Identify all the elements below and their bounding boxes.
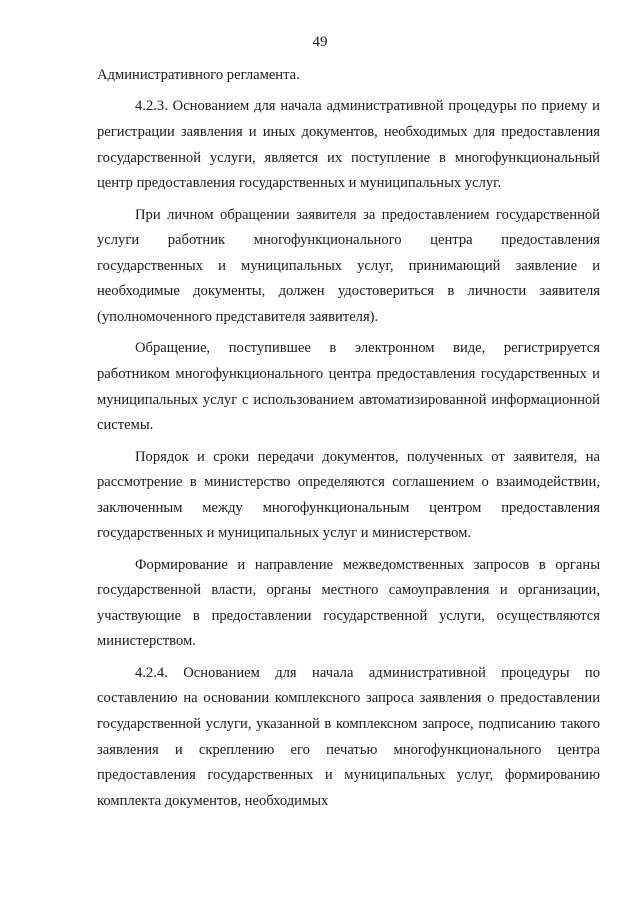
paragraph-4-2-3: 4.2.3. Основанием для начала административной процедуры по приему и регистрации заявления и иных документов, необходимых для предоставления государственной услуги, является их поступление в многофункциональный центр предоставления государственных и муниципальных услуг.: [97, 98, 600, 192]
document-body: [97, 63, 600, 820]
paragraph-personal-appeal: При личном обращении заявителя за предоставлением государственной услуги работник многофункционального центра предоставления государственных и муниципальных услуг, принимающий заявление и необходимые документы, должен удостовериться в личности заявителя (уполномоченного представителя заявителя).: [97, 206, 600, 325]
paragraph-interagency-requests: Формирование и направление межведомственных запросов в органы государственной власти, органы местного самоуправления и организации, участвующие в предоставлении государственной услуги, осуществляются министерством.: [97, 556, 600, 650]
paragraph-electronic-appeal: Обращение, поступившее в электронном виде, регистрируется работником многофункционального центра предоставления государственных и муниципальных услуг с использованием автоматизированной информационной системы.: [97, 340, 600, 434]
page-number: 49: [312, 34, 328, 50]
paragraph-transfer-procedure: Порядок и сроки передачи документов, полученных от заявителя, на рассмотрение в министерство определяются соглашением о взаимодействии, заключенным между многофункциональным центром предоставления государственных и муниципальных услуг и министерством.: [97, 448, 600, 542]
paragraph-4-2-4: 4.2.4. Основанием для начала административной процедуры по составлению на основании комплексного запроса заявления о предоставлении государственной услуги, указанной в комплексном запросе, подписанию такого заявления и скреплению его печатью многофункционального центра предоставления государственных и муниципальных услуг, формированию комплекта документов, необходимых: [97, 664, 600, 809]
paragraph-continuation: Административного регламента.: [97, 67, 300, 83]
